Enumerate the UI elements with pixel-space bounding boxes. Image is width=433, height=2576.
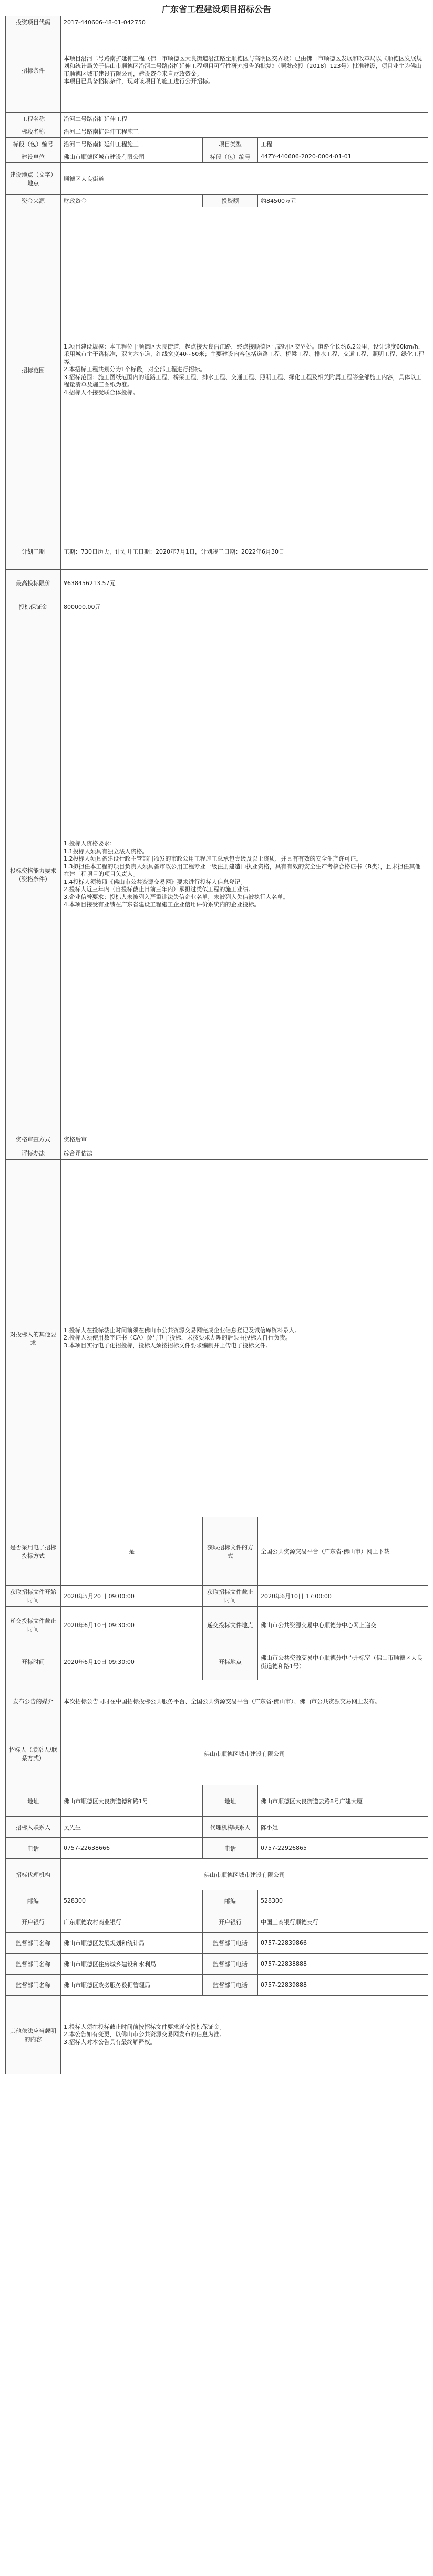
value: 沿河二号路南扩延伸工程 <box>61 113 428 125</box>
value: 佛山市顺德区政务服务数据管理局 <box>61 1975 203 1996</box>
label: 开户银行 <box>6 1911 61 1933</box>
row-section-name <box>6 125 428 138</box>
value: 2020年5月20日 09:00:00 <box>61 1586 203 1607</box>
label: 监督部门电话 <box>203 1954 258 1975</box>
row-open <box>6 1643 428 1680</box>
row-project-name <box>6 113 428 125</box>
row-code-info <box>6 150 428 163</box>
value: 佛山市顺德区大良街道德和路1号 <box>61 1785 203 1817</box>
value: 陈小姐 <box>258 1817 428 1838</box>
value: 800000.00元 <box>61 596 428 617</box>
value: 顺德区大良街道 <box>61 163 428 195</box>
label: 投资额 <box>203 195 258 207</box>
value: 2020年6月10日 17:00:00 <box>258 1586 428 1607</box>
label: 标段名称 <box>6 125 61 138</box>
label: 获取招标文件开始时间 <box>6 1586 61 1607</box>
row-postcode <box>6 1890 428 1911</box>
value: 1.投标人须在投标截止时间前按招标文件要求递交投标保证金。 2.本公告如有变更，以佛山市公共资源交易网发布的信息为准。 3.招标人对本公告具有最终解释权。 <box>61 1996 428 2074</box>
value: 0757-22839866 <box>258 1933 428 1954</box>
label: 招标代理机构 <box>6 1859 61 1890</box>
value: 1.投标人在投标截止时间前须在佛山市公共资源交易网完成企业信息登记及诚信库资料录入。 2.投标人须使用数字证书（CA）参与电子投标，未按要求办理的后果由投标人自行负责。 3.本项目实行电子化招投标，投标人须按招标文件要求编制并上传电子投标文件。 <box>61 1160 428 1517</box>
label: 标段（包）编号 <box>203 150 258 163</box>
label: 其他依法应当载明的内容 <box>6 1996 61 2074</box>
value: 2020年6月10日 09:30:00 <box>61 1643 203 1680</box>
value: 全国公共资源交易平台（广东省·佛山市）网上下载 <box>258 1517 428 1586</box>
value: 佛山市顺德区大良街道云路8号广建大厦 <box>258 1785 428 1817</box>
label: 电话 <box>203 1838 258 1859</box>
row-tenderer <box>6 1722 428 1785</box>
label: 地址 <box>203 1785 258 1817</box>
row-review <box>6 1132 428 1146</box>
value: 0757-22638666 <box>61 1838 203 1859</box>
value: 佛山市顺德区城市建设有限公司 <box>61 1859 428 1890</box>
row-conditions <box>6 28 428 113</box>
label: 监督部门名称 <box>6 1975 61 1996</box>
label: 邮编 <box>203 1890 258 1911</box>
value: 44ZY-440606-2020-0004-01-01 <box>258 150 428 163</box>
label: 获取招标文件的方式 <box>203 1517 258 1586</box>
label: 获取招标文件截止时间 <box>203 1586 258 1607</box>
label: 资金来源 <box>6 195 61 207</box>
value: 沿河二号路南扩延伸工程施工 <box>61 125 428 138</box>
row-period <box>6 533 428 570</box>
label: 监督部门名称 <box>6 1954 61 1975</box>
label: 招标人（联系人/联系方式） <box>6 1722 61 1785</box>
label: 发布公告的媒介 <box>6 1680 61 1722</box>
label: 是否采用电子招标投标方式 <box>6 1517 61 1586</box>
label: 招标人联系人 <box>6 1817 61 1838</box>
row-other <box>6 1996 428 2074</box>
value: 佛山市公共资源交易中心顺德分中心开标室（佛山市顺德区大良街道德和路1号） <box>258 1643 428 1680</box>
value: 佛山市顺德区城市建设有限公司 <box>61 150 203 163</box>
label: 对投标人的其他要求 <box>6 1160 61 1517</box>
value: 是 <box>61 1517 203 1586</box>
value: 本项目沿河二号路南扩延伸工程（佛山市顺德区大良街道沿江路至顺德区与高明区交界段）已由佛山市顺德区发展和改革局以《顺德区发展规划和统计局关于佛山市顺德区沿河二号路南扩延伸工程项目可行性研究报告的批复》（顺发改投〔2018〕123号）批准建设，项目业主为佛山市顺德区城市建设有限公司，建设资金来自财政资金。 本项目已具备招标条件，现对该项目的施工进行公开招标。 <box>61 28 428 113</box>
row-contact-person <box>6 1817 428 1838</box>
label: 邮编 <box>6 1890 61 1911</box>
label: 标段（包）编号 <box>6 138 61 150</box>
announcement-table <box>5 16 428 2074</box>
row-supervise-1 <box>6 1933 428 1954</box>
row-doc <box>6 1517 428 1586</box>
label: 最高投标限价 <box>6 570 61 596</box>
label: 项目类型 <box>203 138 258 150</box>
label: 投资项目代码 <box>6 16 61 28</box>
row-qualification <box>6 617 428 1132</box>
value: 0757-22839888 <box>258 1975 428 1996</box>
row-deposit <box>6 596 428 617</box>
label: 评标办法 <box>6 1146 61 1160</box>
label: 电话 <box>6 1838 61 1859</box>
announcement <box>5 0 428 2074</box>
row-contact-address <box>6 1785 428 1817</box>
value: 吴先生 <box>61 1817 203 1838</box>
value: 1.项目建设规模：本工程位于顺德区大良街道，起点接大良沿江路，终点接顺德区与高明区交界处。道路全长约6.2公里，设计速度60km/h，采用城市主干路标准，双向六车道，红线宽度40~60米；主要建设内容包括道路工程、桥梁工程、排水工程、交通工程、照明工程、绿化工程等。 2.本招标工程共划分为1个标段，对全部工程进行招标。 3.招标范围：施工图纸范围内的道路工程、桥梁工程、排水工程、交通工程、照明工程、绿化工程及相关附属工程等全部施工内容，具体以工程量清单及施工图纸为准。 4.招标人不接受联合体投标。 <box>61 207 428 533</box>
row-bid-info <box>6 138 428 150</box>
row-time <box>6 1586 428 1607</box>
label: 招标范围 <box>6 207 61 533</box>
value: 佛山市公共资源交易中心顺德分中心网上递交 <box>258 1607 428 1643</box>
row-project-code <box>6 16 428 28</box>
value: 2020年6月10日 09:30:00 <box>61 1607 203 1643</box>
row-scope <box>6 207 428 533</box>
row-supervise-3 <box>6 1975 428 1996</box>
label: 开户银行 <box>203 1911 258 1933</box>
row-bank <box>6 1911 428 1933</box>
value: 广东顺德农村商业银行 <box>61 1911 203 1933</box>
label: 工程名称 <box>6 113 61 125</box>
value: 工期：730日历天，计划开工日期：2020年7月1日，计划竣工日期：2022年6月30日 <box>61 533 428 570</box>
label: 监督部门电话 <box>203 1933 258 1954</box>
row-other-req <box>6 1160 428 1517</box>
row-supervise-2 <box>6 1954 428 1975</box>
label: 递交投标文件地点 <box>203 1607 258 1643</box>
value: 工程 <box>258 138 428 150</box>
value: ¥638456213.57元 <box>61 570 428 596</box>
label: 开标地点 <box>203 1643 258 1680</box>
value: 本次招标公告同时在中国招标投标公共服务平台、全国公共资源交易平台（广东省·佛山市）、佛山市公共资源交易网上发布。 <box>61 1680 428 1722</box>
value: 综合评估法 <box>61 1146 428 1160</box>
label: 代理机构联系人 <box>203 1817 258 1838</box>
label: 递交投标文件截止时间 <box>6 1607 61 1643</box>
row-submit <box>6 1607 428 1643</box>
page-title: 广东省工程建设项目招标公告 <box>161 4 271 14</box>
row-contact-phone <box>6 1838 428 1859</box>
label: 投标资格能力要求（资格条件） <box>6 617 61 1132</box>
label: 建设单位 <box>6 150 61 163</box>
value: 1.投标人资格要求： 1.1投标人须具有独立法人资格。 1.2投标人须具备建设行政主管部门颁发的市政公用工程施工总承包壹级及以上资质，并具有有效的安全生产许可证。 1.3拟担任本工程的项目负责人须具备市政公用工程专业一级注册建造师执业资格，具有有效的安全生产考核合格证书（B类），且未担任其他在建工程项目的项目负责人。 1.4投标人须按照《佛山市公共资源交易网》要求进行投标人信息登记。 2.投标人近三年内（自投标截止日前三年内）承担过类似工程的施工业绩。 3.企业信誉要求：投标人未被列入严重违法失信企业名单，未被列入失信被执行人名单。 4.本项目接受有业绩在广东省建设工程施工企业信用评价系统内的企业投标。 <box>61 617 428 1132</box>
row-type <box>6 195 428 207</box>
value: 528300 <box>258 1890 428 1911</box>
value: 0757-22838888 <box>258 1954 428 1975</box>
label: 开标时间 <box>6 1643 61 1680</box>
row-publish <box>6 1680 428 1722</box>
label: 计划工期 <box>6 533 61 570</box>
row-agency <box>6 1859 428 1890</box>
value: 0757-22926865 <box>258 1838 428 1859</box>
label: 监督部门电话 <box>203 1975 258 1996</box>
value: 佛山市顺德区城市建设有限公司 <box>61 1722 428 1785</box>
value: 约84500万元 <box>258 195 428 207</box>
row-location <box>6 163 428 195</box>
label: 投标保证金 <box>6 596 61 617</box>
value: 财政资金 <box>61 195 203 207</box>
row-bid-method <box>6 1146 428 1160</box>
row-ceiling <box>6 570 428 596</box>
label: 资格审查方式 <box>6 1132 61 1146</box>
value: 佛山市顺德区发展规划和统计局 <box>61 1933 203 1954</box>
label: 招标条件 <box>6 28 61 113</box>
label: 监督部门名称 <box>6 1933 61 1954</box>
value: 2017-440606-48-01-042750 <box>61 16 428 28</box>
value: 中国工商银行顺德支行 <box>258 1911 428 1933</box>
label: 建设地点（文字）地点 <box>6 163 61 195</box>
value: 佛山市顺德区住房城乡建设和水利局 <box>61 1954 203 1975</box>
value: 资格后审 <box>61 1132 428 1146</box>
value: 528300 <box>61 1890 203 1911</box>
value: 沿河二号路南扩延伸工程施工 <box>61 138 203 150</box>
label: 地址 <box>6 1785 61 1817</box>
